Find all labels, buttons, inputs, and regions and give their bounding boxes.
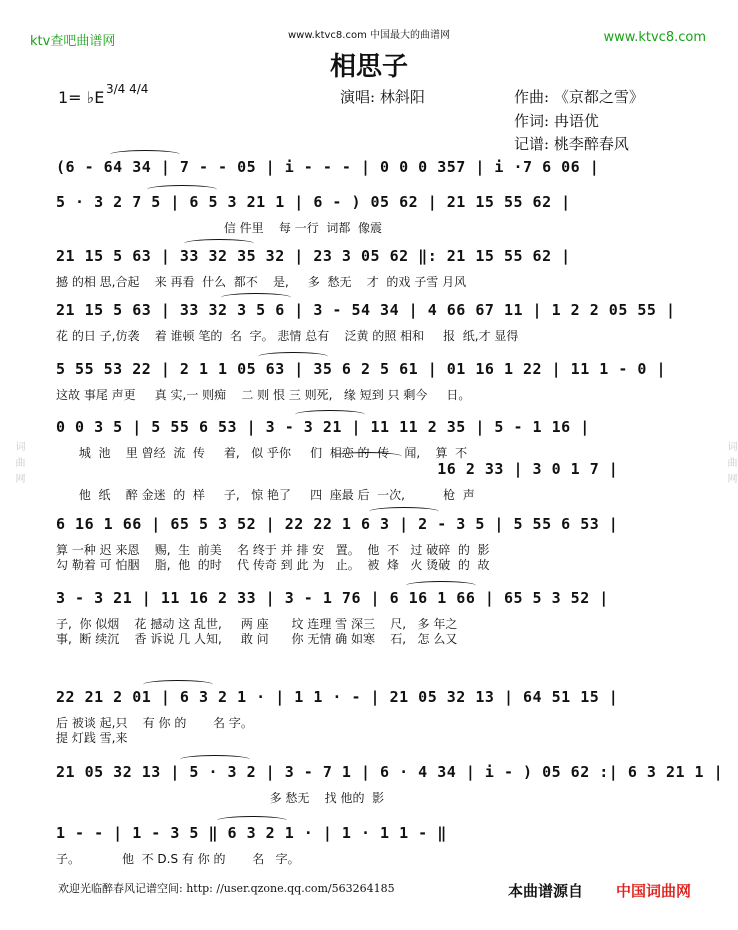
lyric-line: 提 灯践 雪,来 [56,731,128,745]
notation-row: 21 05 32 13 | 5 · 3 2 | 3 - 7 1 | 6 · 4 34 | i - ) 05 62 :| 6 3 21 1 | [56,763,724,781]
notation-row: 3 - 3 21 | 11 16 2 33 | 3 - 1 76 | 6 16 1 66 | 65 5 3 52 | [56,589,609,607]
lyricist-credit: 作词: 冉语优 [514,112,599,130]
slur-mark [110,150,180,159]
slur-mark [369,507,439,516]
slur-mark [332,452,402,461]
lyric-line: 后 被谈 起,只 有 你 的 名 字。 [56,716,253,730]
notation-row: 5 · 3 2 7 5 | 6 5 3 21 1 | 6 - ) 05 62 | 21 15 55 62 | [56,193,571,211]
singer-credit: 演唱: 林斜阳 [340,88,425,106]
slur-mark [258,352,328,361]
slur-mark [143,680,213,689]
lyric-line: 信 件里 每 一行 词都 像震 [56,221,382,235]
lyric-line: 勾 勒着 可 怕胭 脂, 他 的时 代 传奇 到 此 为 止。 被 烽 火 烫破 的 故 [56,558,490,572]
lyric-line: 撼 的相 思,合起 来 再看 什么 都不 是, 多 愁无 才 的戏 子雪 月风 [56,275,467,289]
source-name[interactable]: 中国词曲网 [616,882,692,900]
slur-mark [221,293,291,302]
lyric-line: 子。 他 不 D.S 有 你 的 名 字。 [56,852,300,866]
watermark-right: 词曲网 [725,441,736,489]
notation-row: 0 0 3 5 | 5 55 6 53 | 3 - 3 21 | 11 11 2 35 | 5 - 1 16 | [56,418,590,436]
lyric-line: 子, 你 似烟 花 撼动 这 乱世, 两 座 坟 连理 雪 深三 尺, 多 年之 [56,617,458,631]
transcriber-credit: 记谱: 桃李醉春风 [514,135,629,153]
top-note: www.ktvc8.com 中国最大的曲谱网 [287,30,450,41]
composer-credit: 作曲: 《京都之雪》 [514,88,644,106]
notation-row: 6 16 1 66 | 65 5 3 52 | 22 22 1 6 3 | 2 - 3 5 | 5 55 6 53 | [56,515,619,533]
footer-note: 欢迎光临醉春风记谱空间: http: //user.qzone.qq.com/563264185 [58,882,395,895]
lyric-line: 他 纸 醉 金迷 的 样 子, 惊 艳了 四 座最 后 一次, 枪 声 [56,488,475,502]
notation-row: (6 - 64 34 | 7 - - 05 | i - - - | 0 0 0 357 | i ·7 6 06 | [56,158,600,176]
notation-row: 5 55 53 22 | 2 1 1 05 63 | 35 6 2 5 61 | 01 16 1 22 | 11 1 - 0 | [56,360,666,378]
slur-mark [184,239,254,248]
site-left-link[interactable]: ktv查吧曲谱网 [30,34,116,49]
lyric-line: 城 池 里 曾经 流 传 着, 似 乎你 们 相恋 的 传 闻, 算 不 [56,446,468,460]
lyric-line: 花 的日 子,仿袭 着 谁顿 笔的 名 字。 悲情 总有 泛黄 的照 相和 报 纸,才 显得 [56,329,519,343]
slur-mark [180,755,250,764]
lyric-line: 这故 事尾 声更 真 实,一 则痴 二 则 恨 三 则死, 缘 短到 只 剩今 日。 [56,388,471,402]
lyric-line: 多 愁无 找 他的 影 [56,791,385,805]
watermark-left: 词曲网 [13,441,24,489]
notation-row: 21 15 5 63 | 33 32 35 32 | 23 3 05 62 ‖: 21 15 55 62 | [56,247,571,265]
source-prefix: 本曲谱源自 [508,882,584,900]
lyric-line: 事, 断 续沉 香 诉说 几 人知, 敢 问 你 无情 确 如寒 石, 怎 么又 [56,632,458,646]
site-right-link[interactable]: www.ktvc8.com [603,30,706,45]
notation-row: 16 2 33 | 3 0 1 7 | [56,460,619,478]
time-signature: 3/4 4/4 [106,82,149,96]
slur-mark [295,410,365,419]
notation-row: 21 15 5 63 | 33 32 3 5 6 | 3 - 54 34 | 4 66 67 11 | 1 2 2 05 55 | [56,301,676,319]
song-title: 相思子 [329,52,408,82]
lyric-line: 算 一种 迟 来恩 赐, 生 前美 名 终于 并 排 安 置。 他 不 过 破碎 的 影 [56,543,490,557]
notation-row: 1 - - | 1 - 3 5 ‖ 6 3 2 1 · | 1 · 1 1 - ‖ [56,824,447,842]
slur-mark [406,581,476,590]
slur-mark [147,185,217,194]
notation-row: 22 21 2 01 | 6 3 2 1 · | 1 1 · - | 21 05 32 13 | 64 51 15 | [56,688,619,706]
key-signature: 1= ♭E [58,88,105,107]
slur-mark [217,816,287,825]
